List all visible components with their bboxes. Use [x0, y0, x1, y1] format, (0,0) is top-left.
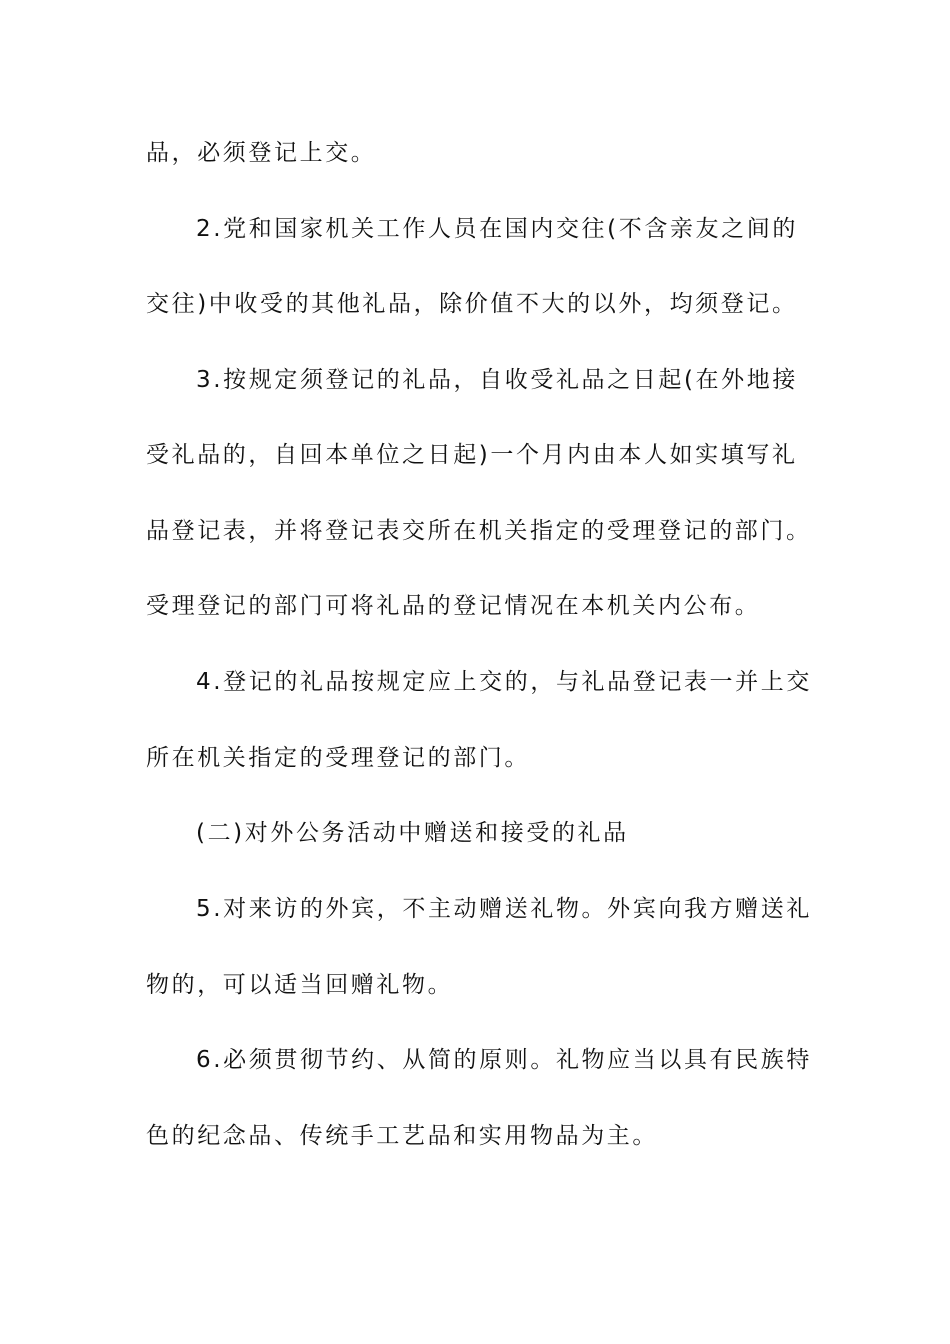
section-heading: (二)对外公务活动中赠送和接受的礼品 [196, 820, 629, 846]
item-5-line-2: 物的，可以适当回赠礼物。 [146, 972, 454, 998]
item-2-line-1: 2.党和国家机关工作人员在国内交往(不含亲友之间的 [196, 216, 798, 242]
item-5-line-1: 5.对来访的外宾，不主动赠送礼物。外宾向我方赠送礼 [196, 896, 812, 922]
item-6-line-1: 6.必须贯彻节约、从简的原则。礼物应当以具有民族特 [196, 1047, 812, 1073]
item-3-line-2: 受礼品的，自回本单位之日起)一个月内由本人如实填写礼 [146, 442, 798, 468]
item-3-line-1: 3.按规定须登记的礼品，自收受礼品之日起(在外地接 [196, 367, 798, 393]
item-3-line-4: 受理登记的部门可将礼品的登记情况在本机关内公布。 [146, 593, 761, 619]
item-6-line-2: 色的纪念品、传统手工艺品和实用物品为主。 [146, 1123, 658, 1149]
item-2-line-2: 交往)中收受的其他礼品，除价值不大的以外，均须登记。 [146, 291, 798, 317]
item-4-line-2: 所在机关指定的受理登记的部门。 [146, 745, 530, 771]
item-4-line-1: 4.登记的礼品按规定应上交的，与礼品登记表一并上交 [196, 669, 812, 695]
paragraph-continuation-line: 品，必须登记上交。 [146, 140, 377, 166]
item-3-line-3: 品登记表，并将登记表交所在机关指定的受理登记的部门。 [146, 518, 812, 544]
